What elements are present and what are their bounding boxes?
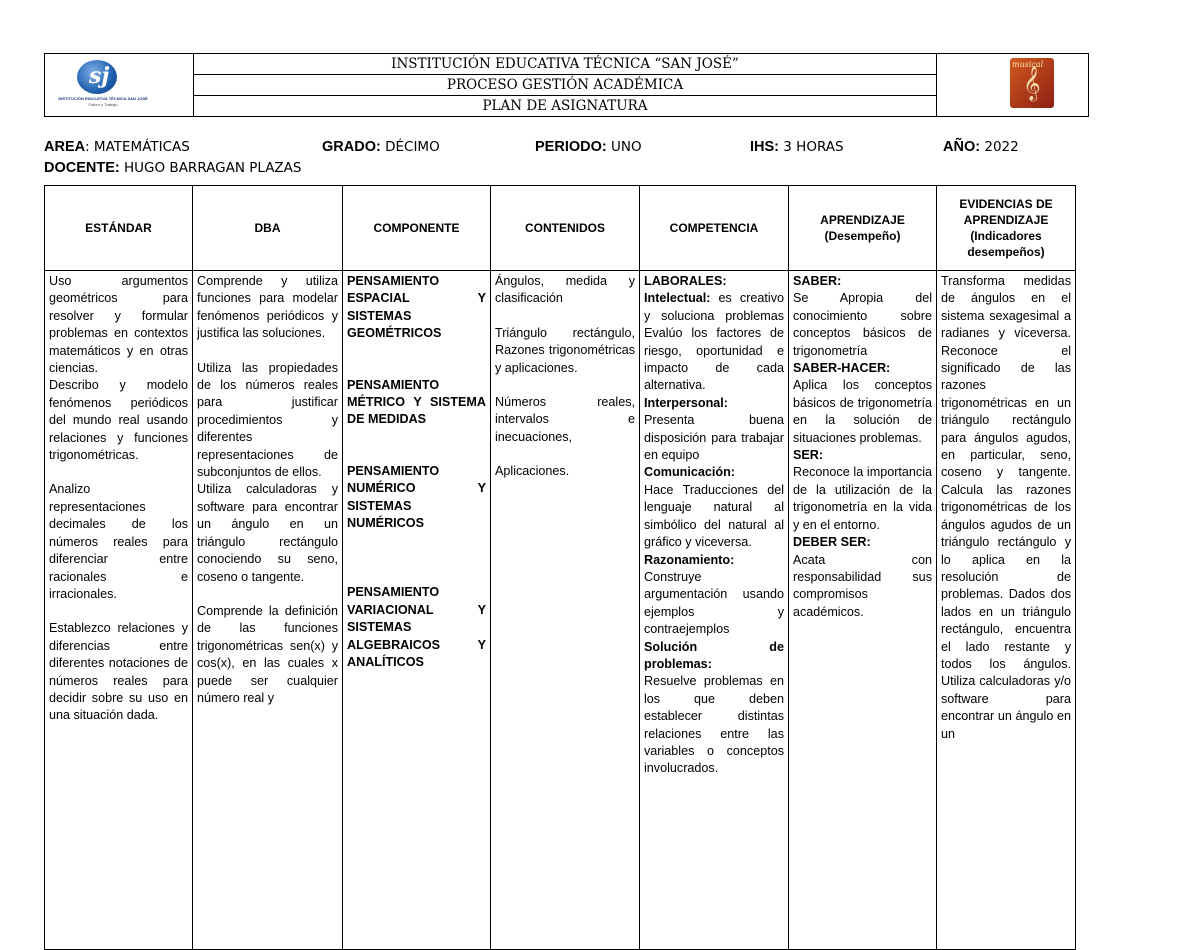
- interpersonal-text: Presenta buena disposición para trabajar en equipo: [644, 413, 784, 463]
- evidencias-text: Transforma medidas de ángulos en el sistema sexagesimal a radianes y viceversa. Reconoce el significado de las razones trigonométricas en un triángulo rectángulo para ángulos agudos, en particular, seno, coseno y tangente. Calcula las razones trigonométricas de los ángulos agudos de un triángulo rectángulo y lo aplica en la resolución de problemas. Dados dos lados en un triángulo rectángulo, encuentra el lado restante y todos los ángulos. Utiliza calculadoras y/o software para encontrar un ángulo en un: [941, 274, 1071, 741]
- grado-value: DÉCIMO: [380, 139, 440, 155]
- estandar-p2: Describo y modelo fenómenos periódicos del mundo real usando relaciones y funciones trigonométricas.: [49, 378, 188, 463]
- grado-field: [322, 138, 440, 156]
- contenidos-cell: [491, 271, 640, 950]
- deber-ser-label: DEBER SER:: [793, 535, 871, 550]
- contenidos-p2: Triángulo rectángulo, Razones trigonométricas y aplicaciones.: [495, 325, 635, 375]
- dba-p3: Utiliza calculadoras y software para encontrar un ángulo en un triángulo rectángulo conociendo su seno, coseno o tangente.: [197, 482, 338, 584]
- competencia-laborales: LABORALES:: [644, 274, 727, 288]
- header-evidencias: EVIDENCIAS DE APRENDIZAJE (Indicadores desempeños): [937, 186, 1076, 271]
- aprendizaje-cell: [789, 271, 937, 950]
- docente-value: HUGO BARRAGAN PLAZAS: [119, 160, 302, 176]
- ser-text: Reconoce la importancia de la utilización de la trigonometría en la vida y en el entorno.: [793, 465, 932, 532]
- institution-title: INSTITUCIÓN EDUCATIVA TÉCNICA “SAN JOSÉ”: [391, 56, 739, 72]
- header-componente: COMPONENTE: [343, 186, 491, 271]
- solucion-text: Resuelve problemas en los que deben establecer distintas relaciones entre las variables o conceptos involucrados.: [644, 674, 784, 776]
- componente-espacial: PENSAMIENTO ESPACIAL Y SISTEMAS GEOMÉTRICOS: [347, 274, 486, 341]
- dba-p4: Comprende la definición de las funciones trigonométricas sen(x) y cos(x), en las cuales x puede ser cualquier número real y: [197, 603, 338, 705]
- school-logo-subtext: Futuro y Trabajo: [88, 102, 118, 107]
- saber-hacer-label: SABER-HACER:: [793, 361, 891, 376]
- docente-field: [44, 159, 302, 177]
- area-field: [44, 138, 190, 156]
- ihs-label: IHS:: [750, 139, 779, 155]
- componente-metrico: PENSAMIENTO MÉTRICO Y SISTEMA DE MEDIDAS: [347, 377, 486, 427]
- estandar-p4: Establezco relaciones y diferencias entre diferentes notaciones de números reales para decidir sobre su uso en una situación dada.: [49, 621, 188, 723]
- music-logo-icon: musical 𝄞: [1010, 58, 1054, 108]
- grado-label: GRADO:: [322, 139, 381, 155]
- area-label: AREA: [44, 139, 86, 155]
- process-title: PROCESO GESTIÓN ACADÉMICA: [194, 74, 936, 95]
- header-dba: DBA: [193, 186, 343, 271]
- componente-variacional: PENSAMIENTO VARIACIONAL Y SISTEMAS ALGEBRAICOS Y ANALÍTICOS: [347, 585, 486, 670]
- plan-table: [44, 185, 1076, 950]
- document-header: [44, 53, 1089, 117]
- header-contenidos: CONTENIDOS: [491, 186, 640, 271]
- music-logo-cell: [937, 54, 1088, 116]
- intelectual-text: es creativo y soluciona problemas Evalúo los factores de riesgo, oportunidad e impacto de cada alternativa.: [644, 291, 784, 393]
- anio-field: [943, 138, 1019, 156]
- interpersonal-label: Interpersonal:: [644, 395, 728, 410]
- anio-value: 2022: [980, 139, 1019, 155]
- razonamiento-text: Construye argumentación usando ejemplos y contraejemplos: [644, 569, 784, 637]
- razonamiento-label: Razonamiento:: [644, 552, 735, 567]
- periodo-value: UNO: [606, 139, 642, 155]
- evidencias-cell: [937, 271, 1076, 950]
- comunicacion-text: Hace Traducciones del lenguaje natural al simbólico del natural al gráfico y viceversa.: [644, 482, 784, 550]
- componente-cell: [343, 271, 491, 950]
- estandar-p1: Uso argumentos geométricos para resolver y formular problemas en contextos matemáticos y en otras ciencias.: [49, 274, 188, 376]
- saber-text: Se Apropia del conocimiento sobre conceptos básicos de trigonometría: [793, 291, 932, 358]
- estandar-p3: Analizo representaciones decimales de los números reales para diferenciar entre racionales e irracionales.: [49, 482, 188, 601]
- dba-p2: Utiliza las propiedades de los números reales para justificar procedimientos y diferentes representaciones de subconjuntos de ellos.: [197, 360, 338, 480]
- docente-label: DOCENTE:: [44, 160, 120, 176]
- comunicacion-label: Comunicación:: [644, 465, 735, 480]
- ihs-field: [750, 138, 844, 156]
- header-competencia: COMPETENCIA: [640, 186, 789, 271]
- periodo-label: PERIODO:: [535, 139, 607, 155]
- contenidos-p4: Aplicaciones.: [495, 464, 570, 479]
- periodo-field: [535, 138, 642, 156]
- contenidos-p3: Números reales, intervalos e inecuaciones,: [495, 395, 635, 444]
- ser-label: SER:: [793, 448, 824, 463]
- school-logo-text: INSTITUCIÓN EDUCATIVA TÉCNICA SAN JOSÉ: [58, 96, 148, 101]
- competencia-cell: [640, 271, 789, 950]
- ihs-value: 3 HORAS: [779, 139, 844, 155]
- dba-cell: [193, 271, 343, 950]
- contenidos-p1: Ángulos, medida y clasificación: [495, 274, 635, 306]
- dba-p1: Comprende y utiliza funciones para modelar fenómenos periódicos y justifica las soluciones.: [197, 274, 338, 341]
- estandar-cell: [45, 271, 193, 950]
- table-header-row: [45, 186, 1076, 271]
- deber-ser-text: Acata con responsabilidad sus compromisos académicos.: [793, 552, 932, 619]
- school-logo-cell: [45, 54, 194, 116]
- anio-label: AÑO:: [943, 139, 981, 155]
- music-logo-word: musical: [1012, 60, 1044, 69]
- table-row: [45, 271, 1076, 950]
- componente-numerico: PENSAMIENTO NUMÉRICO Y SISTEMAS NUMÉRICOS: [347, 463, 486, 531]
- header-aprendizaje: APRENDIZAJE (Desempeño): [789, 186, 937, 271]
- header-titles: [194, 54, 937, 116]
- competencia-intelectual: [644, 290, 784, 394]
- intelectual-label: Intelectual:: [644, 291, 711, 306]
- area-value: : MATEMÁTICAS: [85, 139, 190, 155]
- school-logo-icon: sj: [77, 60, 117, 94]
- saber-label: SABER:: [793, 274, 842, 288]
- plan-title: PLAN DE ASIGNATURA: [194, 95, 936, 116]
- saber-hacer-text: Aplica los conceptos básicos de trigonometría en la solución de situaciones problemas.: [793, 378, 932, 445]
- header-estandar: ESTÁNDAR: [45, 186, 193, 271]
- solucion-label: Solución de problemas:: [644, 639, 784, 671]
